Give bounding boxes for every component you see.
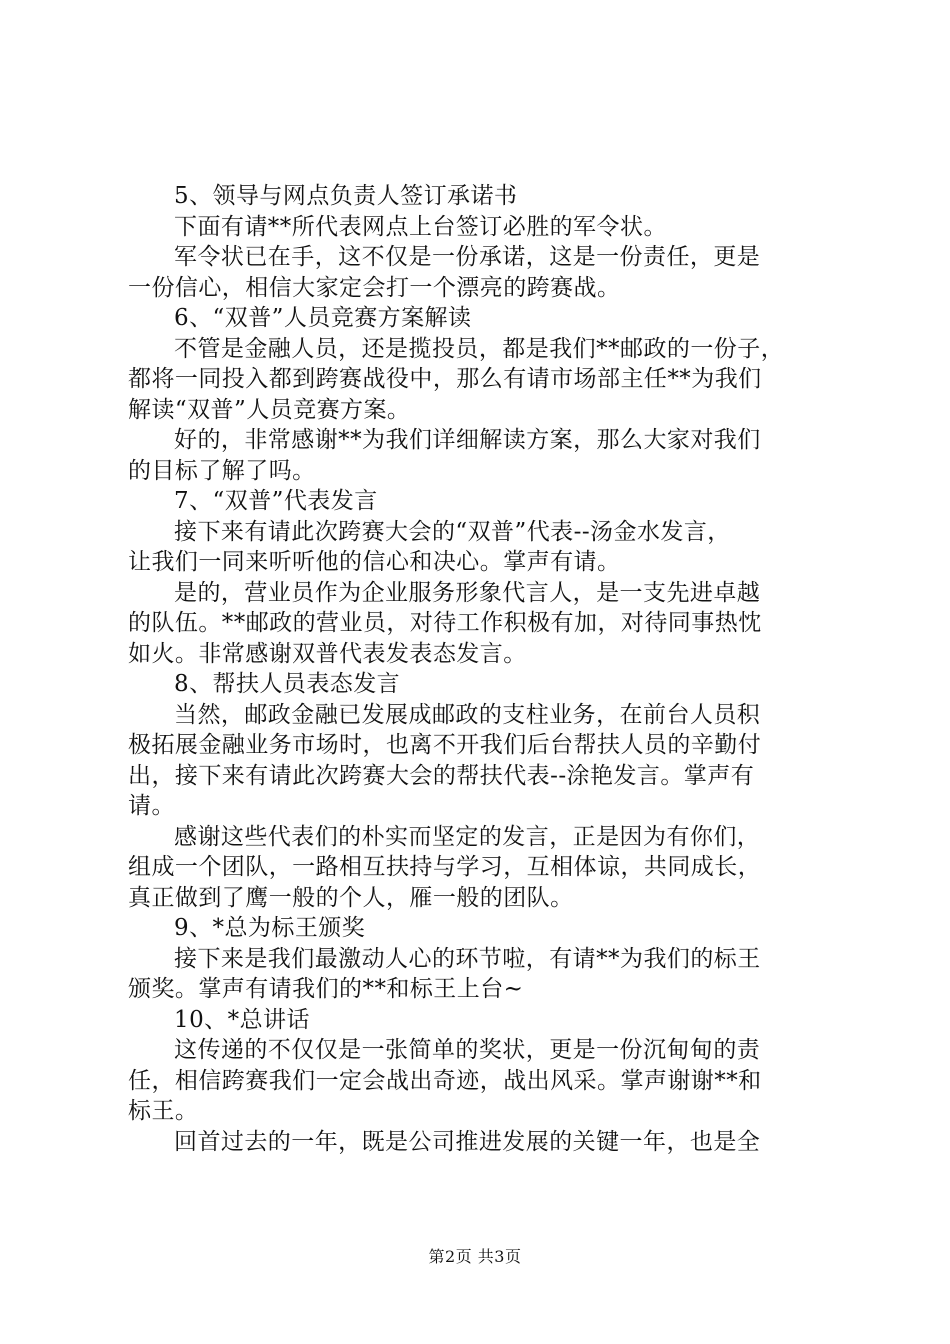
- text-line: 真正做到了鹰一般的个人，雁一般的团队。: [128, 884, 574, 911]
- text-line: 接下来有请此次跨赛大会的“双普”代表--汤金水发言，: [174, 518, 731, 545]
- text-line: 的目标了解了吗。: [128, 457, 316, 484]
- text-line: 回首过去的一年，既是公司推进发展的关键一年，也是全: [174, 1128, 761, 1155]
- text-line: 是的，营业员作为企业服务形象代言人，是一支先进卓越: [174, 579, 761, 606]
- text-line: 不管是金融人员，还是揽投员，都是我们**邮政的一份子，: [174, 335, 785, 362]
- text-line: 接下来是我们最激动人心的环节啦，有请**为我们的标王: [174, 945, 761, 972]
- text-line: 这传递的不仅仅是一张简单的奖状，更是一份沉甸甸的责: [174, 1037, 761, 1063]
- text-line: 好的，非常感谢**为我们详细解读方案，那么大家对我们: [174, 427, 761, 453]
- text-line: 如火。非常感谢双普代表发表态发言。: [128, 640, 527, 667]
- text-line: 7、“双普”代表发言: [174, 488, 378, 514]
- text-line: 6、“双普”人员竞赛方案解读: [174, 305, 472, 331]
- text-line: 颁奖。掌声有请我们的**和标王上台~: [128, 976, 524, 1002]
- text-line: 5、领导与网点负责人签订承诺书: [174, 183, 518, 209]
- text-line: 出，接下来有请此次跨赛大会的帮扶代表--涂艳发言。掌声有: [128, 762, 755, 789]
- text-line: 下面有请**所代表网点上台签订必胜的军令状。: [174, 213, 667, 240]
- document-body: [128, 181, 838, 1157]
- page-footer: 第2页 共3页: [428, 1247, 522, 1266]
- text-line: 的队伍。**邮政的营业员，对待工作积极有加，对待同事热忱: [128, 610, 762, 636]
- text-line: 标王。: [128, 1098, 199, 1124]
- text-line: 10、*总讲话: [174, 1006, 310, 1033]
- text-line: 9、*总为标王颁奖: [174, 915, 366, 941]
- text-line: 军令状已在手，这不仅是一份承诺，这是一份责任，更是: [174, 244, 761, 270]
- text-line: 让我们一同来听听他的信心和决心。掌声有请。: [128, 549, 621, 575]
- text-line: 极拓展金融业务市场时，也离不开我们后台帮扶人员的辛勤付: [128, 732, 762, 758]
- text-line: 解读“双普”人员竞赛方案。: [128, 396, 411, 423]
- text-line: 组成一个团队，一路相互扶持与学习，互相体谅，共同成长，: [128, 854, 762, 880]
- text-line: 一份信心，相信大家定会打一个漂亮的跨赛战。: [128, 274, 621, 301]
- text-line: 都将一同投入都到跨赛战役中，那么有请市场部主任**为我们: [128, 366, 762, 392]
- text-line: 任，相信跨赛我们一定会战出奇迹，战出风采。掌声谢谢**和: [128, 1067, 762, 1094]
- text-line: 当然，邮政金融已发展成邮政的支柱业务，在前台人员积: [174, 701, 761, 728]
- text-line: 请。: [128, 793, 175, 819]
- text-line: 8、帮扶人员表态发言: [174, 671, 401, 697]
- text-line: 感谢这些代表们的朴实而坚定的发言，正是因为有你们，: [174, 823, 761, 850]
